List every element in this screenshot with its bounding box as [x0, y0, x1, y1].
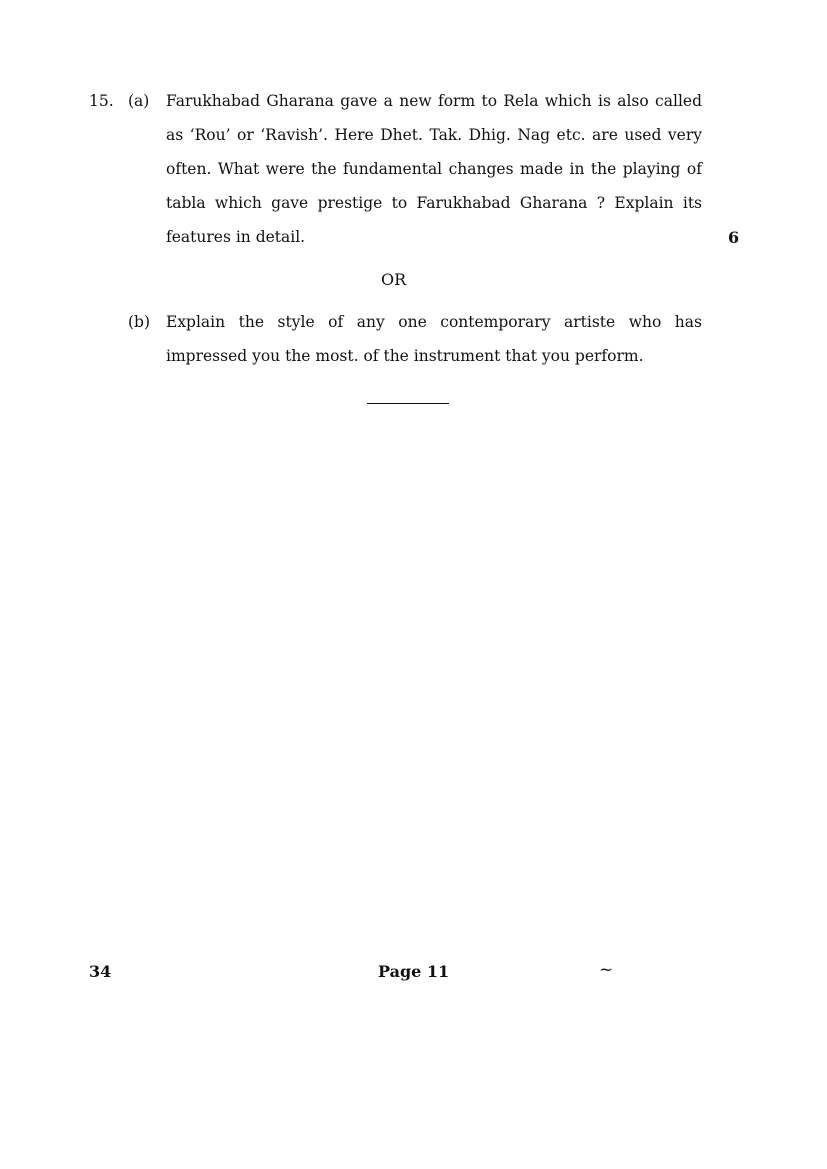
end-divider — [367, 403, 449, 404]
footer-code: 34 — [89, 962, 112, 981]
part-a-text: Farukhabad Gharana gave a new form to Rela which is also called as ‘Rou’ or ‘Ravish’. Here Dhet. Tak. Dhig. Nag etc. are used very often. What were the fundamental changes made in the playing of tabla which gave prestige to Farukhabad Gharana ? Explain its features in detail. — [166, 92, 702, 246]
part-b-text: Explain the style of any one contemporary artiste who has impressed you the most. of the instrument that you perform. — [166, 313, 702, 365]
footer-page-number: Page 11 — [378, 962, 450, 981]
part-a-label: (a) — [128, 92, 150, 110]
part-b-label: (b) — [128, 313, 151, 331]
footer-symbol: ~ — [599, 960, 614, 980]
marks: 6 — [728, 228, 740, 247]
question-number: 15. — [89, 92, 114, 110]
or-separator: OR — [381, 270, 407, 289]
